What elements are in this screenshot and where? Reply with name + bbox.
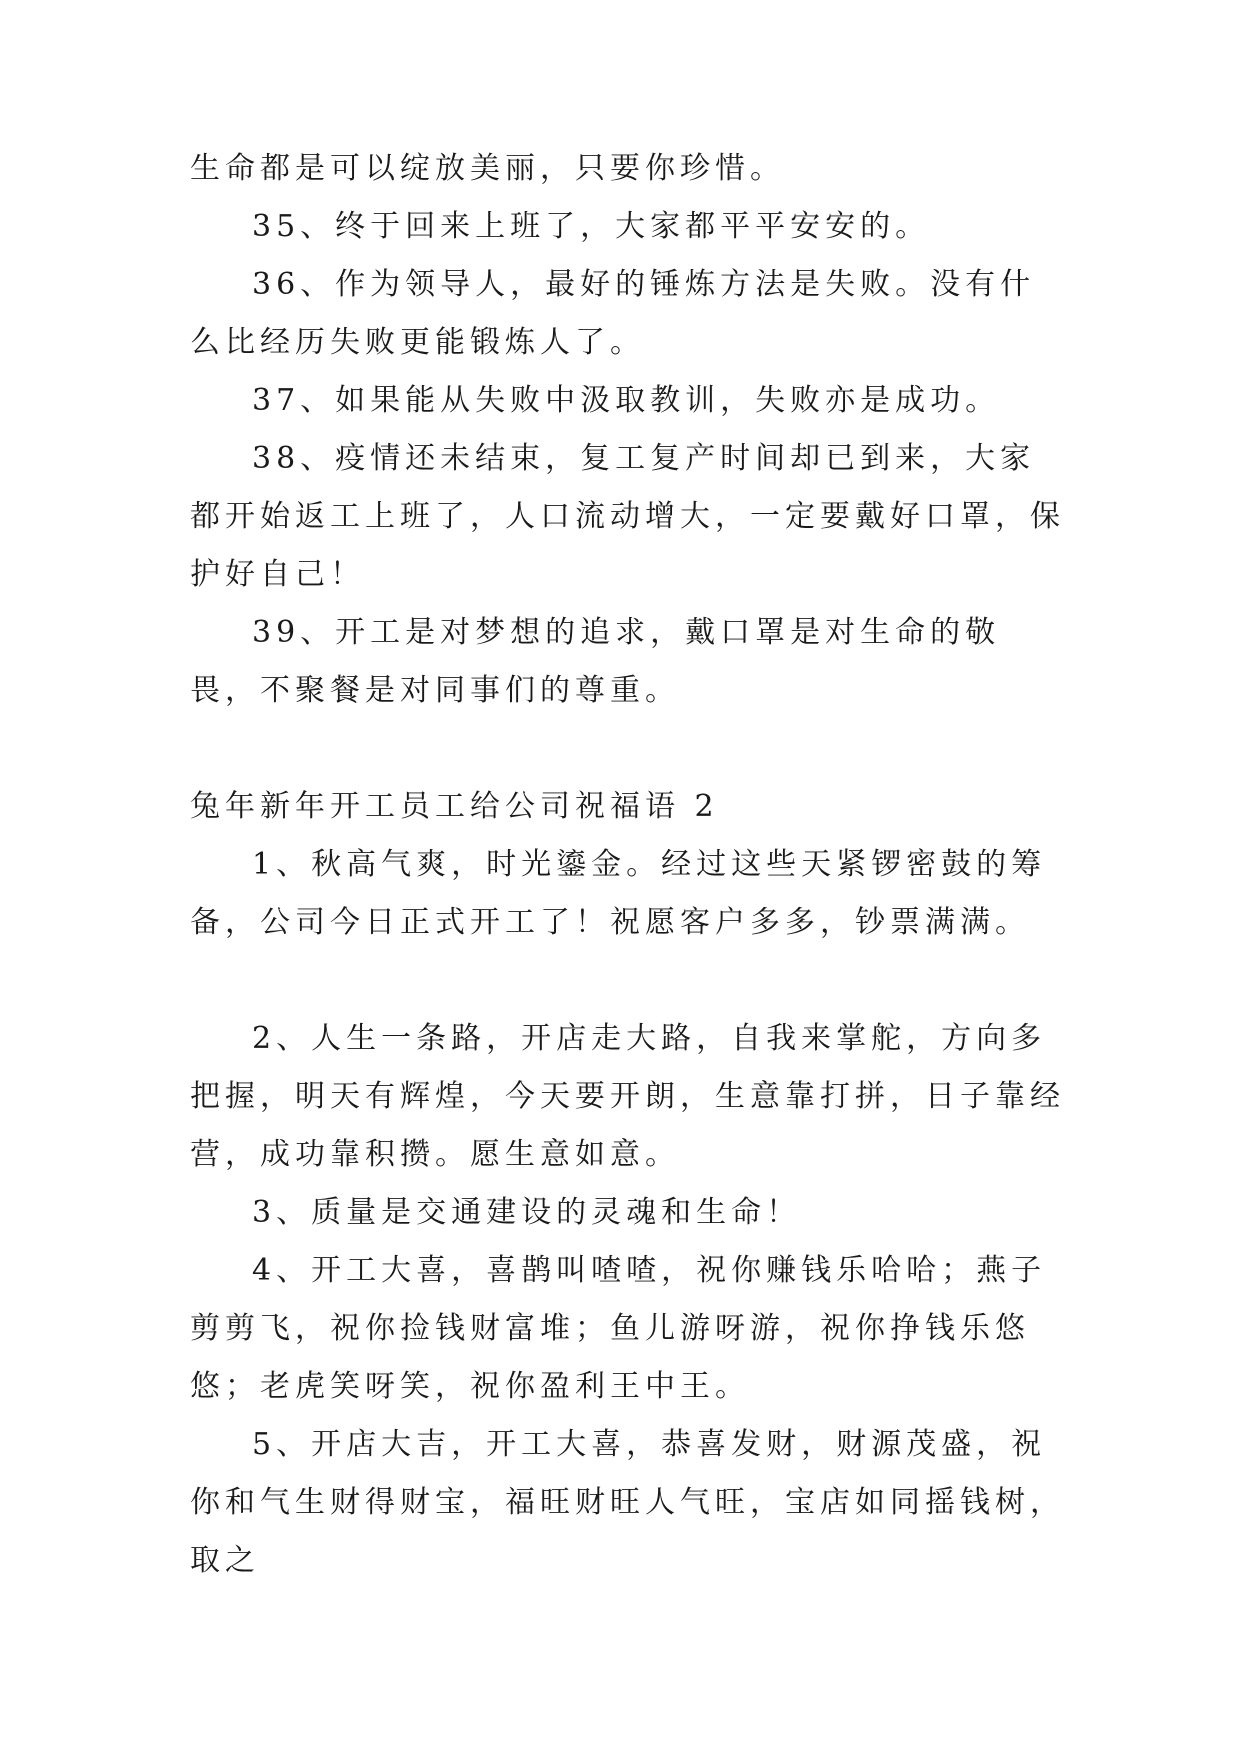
paragraph: 5、开店大吉，开工大喜，恭喜发财，财源茂盛，祝你和气生财得财宝，福旺财旺人气旺，宝店如同摇钱树，取之 [190,1427,1065,1578]
paragraph: 1、秋高气爽，时光鎏金。经过这些天紧锣密鼓的筹备，公司今日正式开工了！祝愿客户多多，钞票满满。 [190,847,1047,940]
paragraph: 35、终于回来上班了，大家都平平安安的。 [252,209,931,244]
paragraph: 37、如果能从失败中汲取教训，失败亦是成功。 [252,383,1001,418]
paragraph-gap [190,720,1070,778]
section-heading: 兔年新年开工员工给公司祝福语 2 [190,789,719,824]
paragraph: 3、质量是交通建设的灵魂和生命！ [252,1195,802,1230]
paragraph: 38、疫情还未结束，复工复产时间却已到来，大家都开始返工上班了，人口流动增大，一定要戴好口罩，保护好自己！ [190,441,1065,592]
paragraph: 生命都是可以绽放美丽，只要你珍惜。 [190,151,785,186]
paragraph: 2、人生一条路，开店走大路，自我来掌舵，方向多把握，明天有辉煌，今天要开朗，生意靠打拼，日子靠经营，成功靠积攒。愿生意如意。 [190,1021,1065,1172]
paragraph-gap [190,952,1070,1010]
document-body [190,140,1070,1590]
paragraph: 4、开工大喜，喜鹊叫喳喳，祝你赚钱乐哈哈；燕子剪剪飞，祝你捡钱财富堆；鱼儿游呀游，祝你挣钱乐悠悠；老虎笑呀笑，祝你盈利王中王。 [190,1253,1047,1404]
paragraph: 36、作为领导人，最好的锤炼方法是失败。没有什么比经历失败更能锻炼人了。 [190,267,1036,360]
paragraph: 39、开工是对梦想的追求，戴口罩是对生命的敬畏，不聚餐是对同事们的尊重。 [190,615,1001,708]
